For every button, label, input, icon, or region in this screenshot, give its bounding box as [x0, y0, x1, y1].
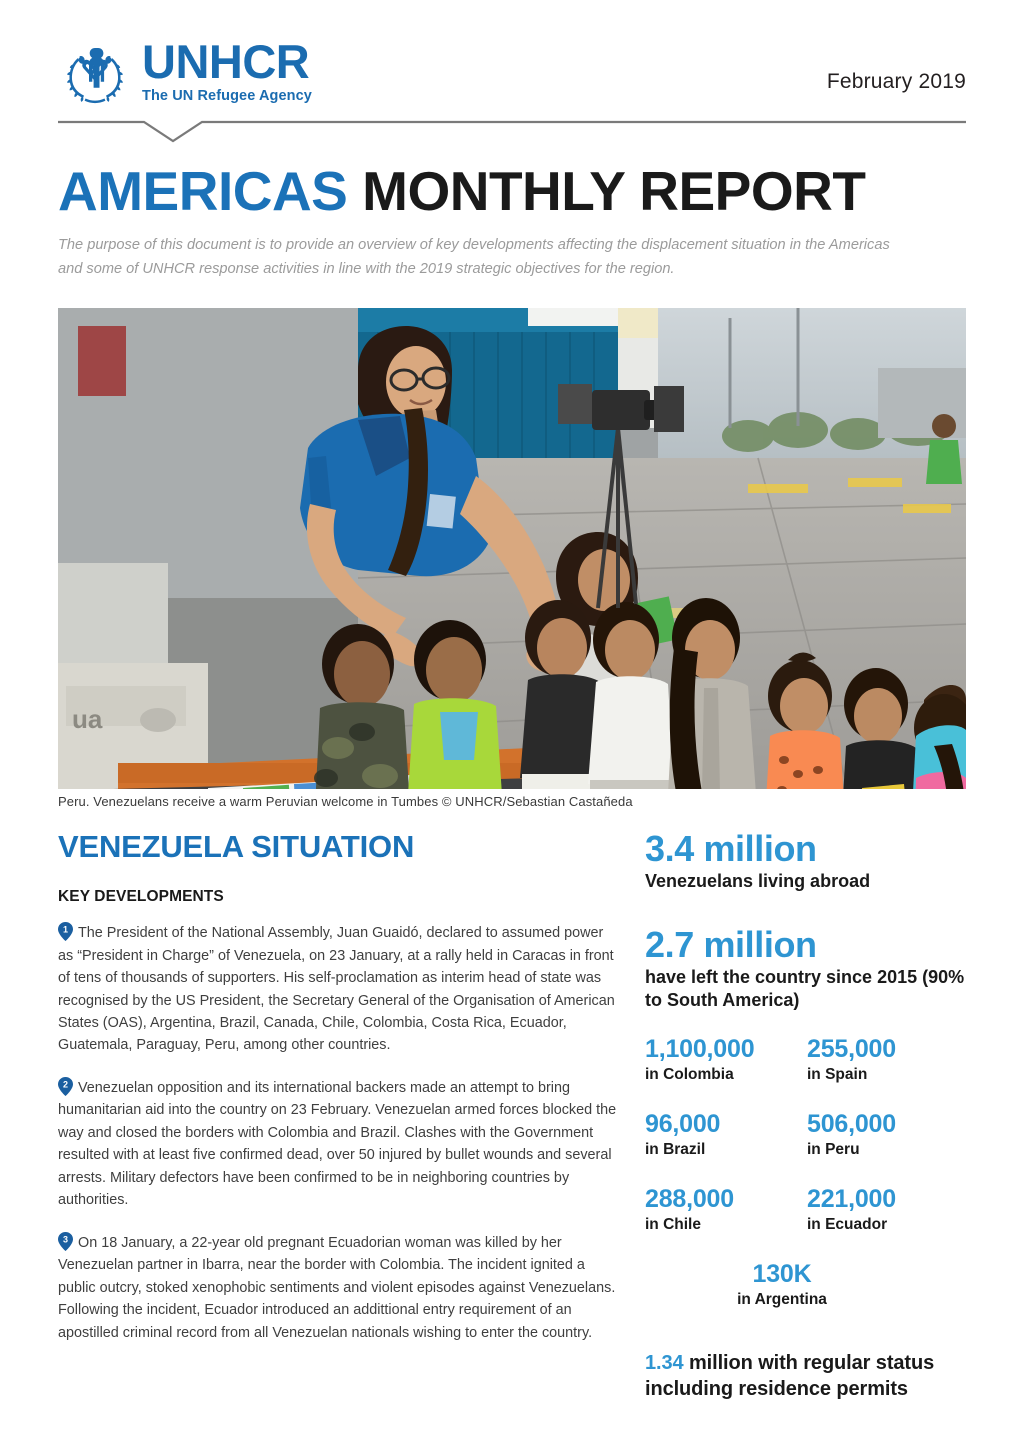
page-title-highlight: AMERICAS — [58, 160, 348, 222]
regular-status-stat — [645, 1350, 975, 1403]
sub-heading-key-developments: KEY DEVELOPMENTS — [58, 888, 224, 906]
key-development-paragraph — [58, 922, 618, 1057]
country-stat-colombia — [645, 1036, 807, 1085]
spacer — [645, 892, 975, 926]
stat-label: in Colombia — [645, 1066, 734, 1084]
country-stat-brazil — [645, 1111, 807, 1160]
stat-label: in Ecuador — [807, 1216, 888, 1234]
stat-value: 1,100,000 — [645, 1034, 755, 1063]
stat-value: 506,000 — [807, 1109, 896, 1138]
stat-value: 255,000 — [807, 1034, 896, 1063]
stat-value: 288,000 — [645, 1184, 734, 1213]
photo-caption: Peru. Venezuelans receive a warm Peruvian welcome in Tumbes © UNHCR/Sebastian Castañeda — [58, 794, 633, 809]
section-title-venezuela: VENEZUELA SITUATION — [58, 829, 415, 864]
page-header — [58, 34, 966, 130]
country-stat-chile — [645, 1186, 807, 1235]
page-title-rest: MONTHLY REPORT — [347, 160, 866, 222]
left-column — [58, 830, 618, 1364]
page-title — [58, 160, 866, 222]
header-divider — [58, 119, 966, 145]
stat-value: 96,000 — [645, 1109, 721, 1138]
stat-label: in Chile — [645, 1216, 701, 1234]
country-stat-peru — [807, 1111, 975, 1160]
paragraph-text: Venezuelan opposition and its international backers made an attempt to bring humanitarian aid into the country on 23 February. Venezuelan armed forces blocked the way and closed the borders with Colombia and Brazil. Clashes with the Government resulted with at least five confirmed dead, over 50 injured by bullet wounds and several arrests. Military defectors have been confirmed to be in neighboring countries by authorities. — [58, 1079, 617, 1209]
unhcr-logo — [58, 34, 312, 108]
stat-label: million with regular status including residence permits — [645, 1351, 935, 1401]
map-pin-marker-1-icon — [58, 922, 73, 941]
headline-stat-left-country — [645, 926, 975, 1011]
stat-label: in Peru — [807, 1141, 860, 1159]
unhcr-tagline: The UN Refugee Agency — [142, 88, 312, 105]
stat-value: 2.7 million — [645, 924, 817, 966]
stat-value: 1.34 — [645, 1351, 684, 1374]
country-stat-spain — [807, 1036, 975, 1085]
stat-label: in Brazil — [645, 1141, 706, 1159]
unhcr-logo-text — [142, 35, 312, 105]
key-development-paragraph — [58, 1077, 618, 1212]
stat-label: Venezuelans living abroad — [645, 870, 871, 891]
country-stats-grid — [645, 1036, 975, 1235]
unhcr-wordmark: UNHCR — [142, 35, 310, 89]
paragraph-text: On 18 January, a 22-year old pregnant Ecuadorian woman was killed by her Venezuelan partner in Ibarra, near the border with Colombia. The incident ignited a public outcry, stoked xenophobic sentiments and violent episodes against Venezuelans. Following the incident, Ecuador introduced an addittional entry requirement of an apostilled criminal record from all Venezuelan nationals wishing to enter the country. — [58, 1234, 616, 1341]
map-pin-marker-3-icon — [58, 1232, 73, 1251]
svg-text:ua: ua — [72, 704, 103, 734]
right-column-statistics — [645, 830, 975, 1403]
report-date: February 2019 — [826, 70, 966, 93]
stat-label: have left the country since 2015 (90% to South America) — [645, 967, 965, 1010]
svg-text:3: 3 — [62, 1234, 69, 1245]
headline-stat-abroad — [645, 830, 975, 892]
unhcr-laurel-emblem-icon — [58, 34, 132, 108]
map-pin-marker-2-icon — [58, 1077, 73, 1096]
svg-text:2: 2 — [62, 1079, 69, 1090]
country-stat-argentina — [645, 1261, 975, 1310]
page-subtitle: The purpose of this document is to provide an overview of key developments affecting the displacement situation in the Americas and some of UNHCR response activities in line with the 2019 strategic objectives for the region. — [58, 237, 890, 277]
hero-photo — [58, 308, 966, 789]
key-development-paragraph — [58, 1232, 618, 1344]
stat-label: in Spain — [807, 1066, 868, 1084]
stat-value: 221,000 — [807, 1184, 896, 1213]
stat-value: 3.4 million — [645, 828, 817, 869]
paragraph-text: The President of the National Assembly, Juan Guaidó, declared to assumed power as “President in Charge” of Venezuela, on 23 January, at a rally held in Caracas in front of tens of thousands of supporters. His self-proclamation as interim head of state was recognised by the US President, the Secretary General of the Organisation of American States (OAS), Argentina, Brazil, Canada, Chile, Colombia, Costa Rica, Ecuador, Guatemala, Paraguay, Peru, among other countries. — [58, 925, 615, 1054]
stat-value: 130K — [752, 1259, 812, 1288]
stat-label: in Argentina — [737, 1291, 827, 1309]
svg-text:1: 1 — [62, 924, 69, 935]
country-stat-ecuador — [807, 1186, 975, 1235]
